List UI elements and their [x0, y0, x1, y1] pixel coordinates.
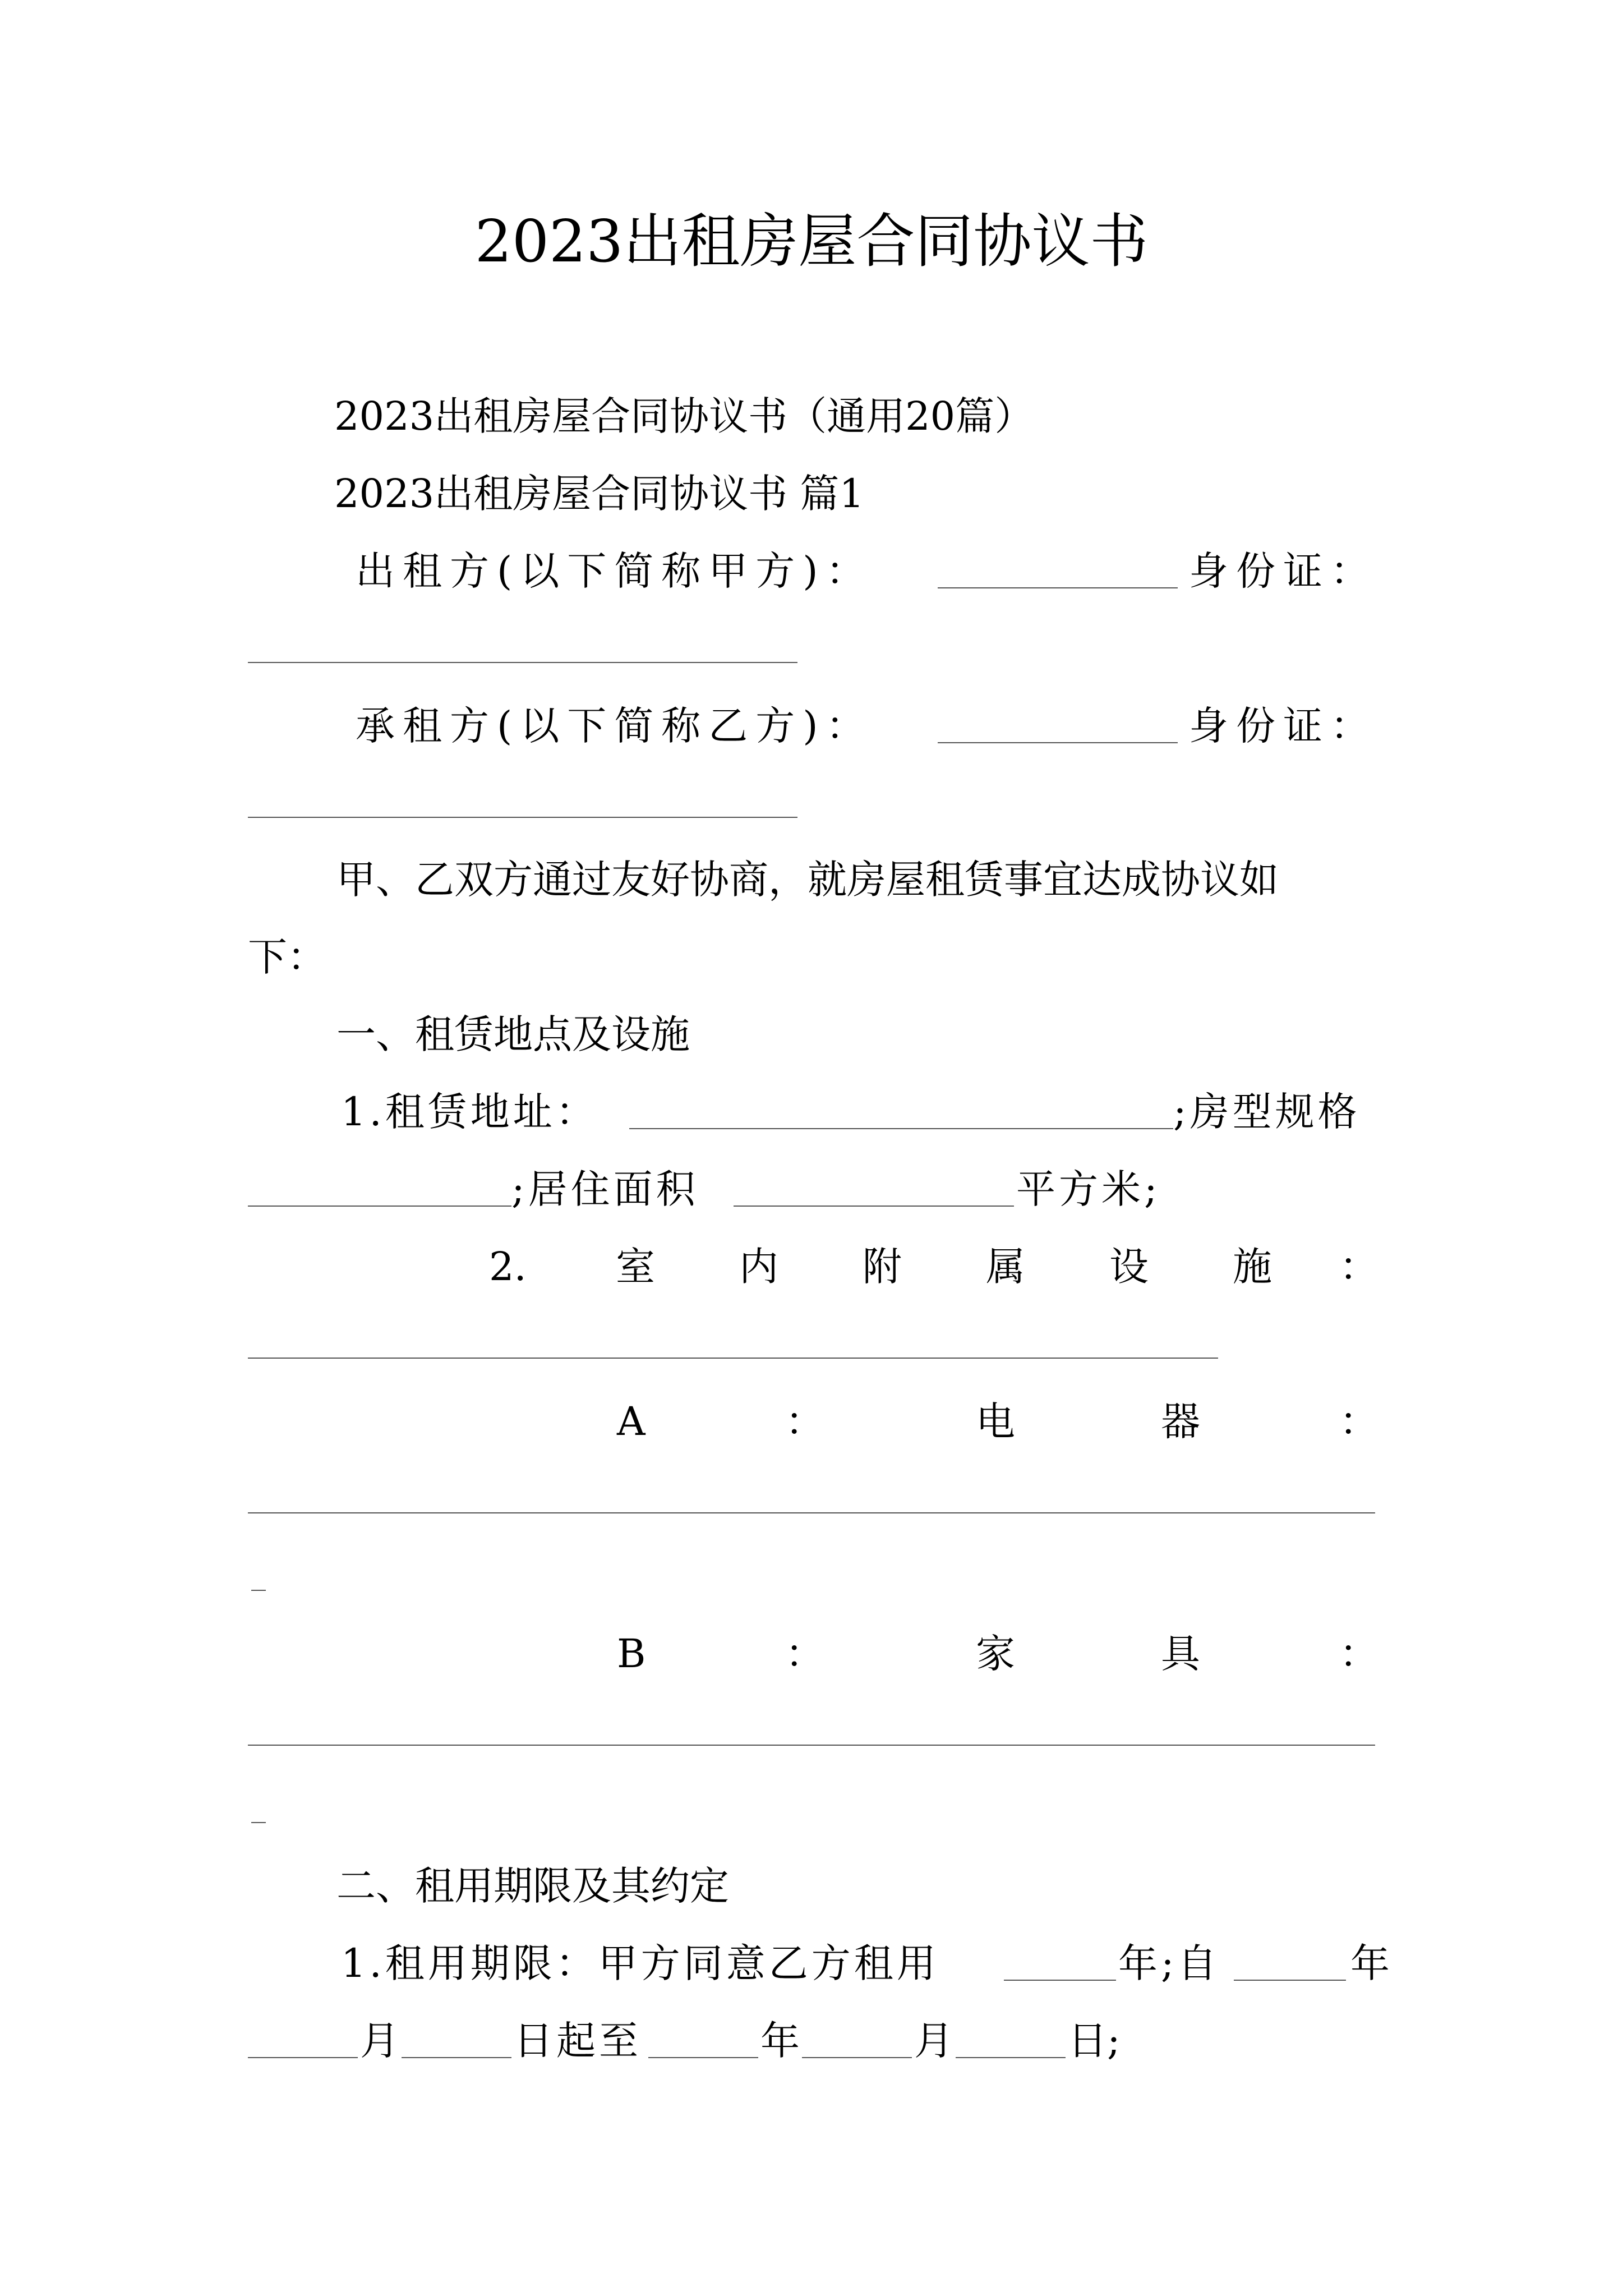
item2-char: 施: [1233, 1244, 1272, 1290]
end-month-blank[interactable]: [802, 2057, 912, 2058]
lessor-label: 出租方(以下简称甲方)：: [356, 548, 873, 594]
lessee-label: 承租方(以下简称乙方)：: [356, 703, 873, 749]
intro-line-2: 下：: [248, 934, 326, 980]
term-month-label: 月: [360, 2018, 399, 2064]
itemA-char: A: [617, 1398, 645, 1444]
lessee-id-blank[interactable]: [248, 817, 797, 818]
item1-address-label: 1.租赁地址：: [341, 1089, 598, 1135]
term-year-from: 年;自: [1118, 1940, 1220, 1986]
start-year-blank[interactable]: [1234, 1980, 1346, 1981]
itemA-char: 电: [976, 1398, 1015, 1444]
term-day-to: 日起至: [514, 2018, 642, 2064]
document-subtitle: 2023出租房屋合同协议书（通用20篇）: [334, 393, 1034, 439]
itemA-char: ：: [785, 1398, 824, 1444]
item2-char: 属: [986, 1244, 1025, 1290]
item1-layout-label: ;房型规格: [1173, 1089, 1361, 1135]
lessor-id-blank[interactable]: [248, 662, 797, 663]
item2-char: 设: [1109, 1244, 1149, 1290]
lessee-id-label: 身份证：: [1189, 703, 1377, 749]
itemB-char: 家: [976, 1631, 1015, 1677]
area-blank[interactable]: [734, 1205, 1014, 1207]
item1-area-label: ;居住面积: [511, 1166, 699, 1212]
document-title: 2023出租房屋合同协议书: [474, 207, 1149, 275]
item2-char: 室: [616, 1244, 655, 1290]
part1-heading: 一、租赁地点及设施: [336, 1011, 690, 1057]
term-label: 1.租用期限：甲方同意乙方租用: [341, 1940, 939, 1986]
facilities-blank[interactable]: [248, 1358, 1218, 1359]
lessor-name-blank[interactable]: [938, 587, 1178, 588]
item2-number: 2.: [489, 1244, 527, 1290]
term-month2-label: 月: [914, 2018, 953, 2064]
start-day-blank[interactable]: [402, 2057, 511, 2058]
item2-char: 内: [739, 1244, 778, 1290]
itemB-char: B: [617, 1631, 646, 1677]
intro-line-1: 甲、乙双方通过友好协商，就房屋租赁事宜达成协议如: [336, 857, 1279, 903]
itemA-char: ：: [1339, 1398, 1378, 1444]
itemA-char: 器: [1161, 1398, 1200, 1444]
end-year-blank[interactable]: [648, 2057, 758, 2058]
appliances-blank-tail: [251, 1590, 266, 1591]
part2-heading: 二、租用期限及其约定: [336, 1863, 729, 1909]
term-year2-label: 年: [760, 2018, 800, 2064]
itemB-char: ：: [785, 1631, 824, 1677]
term-year-label: 年: [1350, 1940, 1390, 1986]
item2-char: ：: [1339, 1244, 1378, 1290]
section-heading: 2023出租房屋合同协议书 篇1: [334, 471, 864, 517]
item1-area-unit: 平方米;: [1016, 1166, 1161, 1212]
furniture-blank[interactable]: [248, 1745, 1375, 1746]
lessee-name-blank[interactable]: [938, 742, 1178, 743]
lessor-id-label: 身份证：: [1189, 548, 1377, 594]
term-years-blank[interactable]: [1004, 1980, 1116, 1981]
appliances-blank[interactable]: [248, 1512, 1375, 1513]
item2-char: 附: [863, 1244, 902, 1290]
term-day-end: 日;: [1068, 2018, 1121, 2064]
end-day-blank[interactable]: [956, 2057, 1066, 2058]
start-month-blank[interactable]: [248, 2057, 358, 2058]
itemB-char: ：: [1339, 1631, 1378, 1677]
layout-blank[interactable]: [248, 1205, 511, 1207]
itemB-char: 具: [1161, 1631, 1200, 1677]
furniture-blank-tail: [251, 1822, 266, 1823]
address-blank[interactable]: [629, 1128, 1173, 1129]
